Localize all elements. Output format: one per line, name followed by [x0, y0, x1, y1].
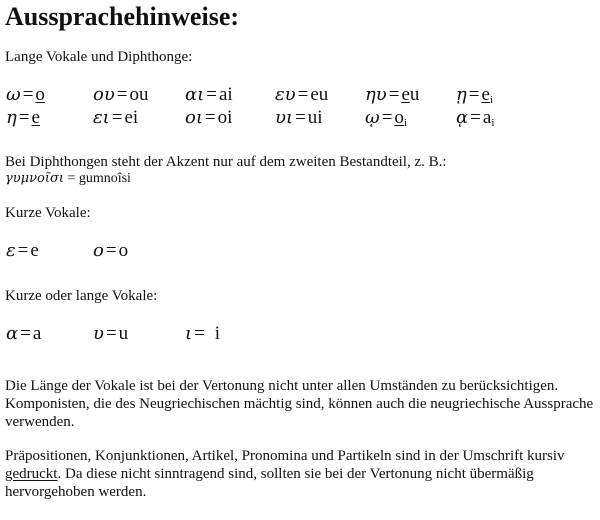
pair-eta-iota [456, 83, 493, 107]
greek-letter: η [6, 107, 17, 128]
greek-letter: υι [275, 107, 293, 128]
equals-sign: = [105, 240, 117, 261]
paragraph-text-start: Präpositionen, Konjunktionen, Artikel, Pronomina und Partikeln sind in der Umschrift kursiv [5, 448, 565, 464]
greek-letter: ηυ [365, 84, 387, 105]
accent-example [5, 171, 131, 187]
equals-sign: = [295, 107, 306, 128]
latin-transliteration: e [481, 84, 490, 105]
greek-letter: ῳ [365, 107, 380, 128]
pair-alpha [6, 322, 41, 346]
pair-omega [6, 83, 45, 107]
latin-transliteration: u [118, 323, 129, 344]
long-vowels-heading: Lange Vokale und Diphthonge: [5, 49, 193, 65]
subscript-i: i [403, 117, 407, 129]
either-vowels-heading: Kurze oder lange Vokale: [5, 288, 158, 304]
greek-letter: ω [6, 84, 21, 105]
latin-transliteration: ai [218, 84, 233, 105]
subscript-i: i [491, 117, 495, 129]
paragraph-vowel-length: Die Länge der Vokale ist bei der Vertonung nicht unter allen Umständen zu berücksichtigen. Komponisten, die des Neugriechischen mächtig sind, können auch die neugriechische Aussprache verwenden. [5, 378, 594, 430]
equals-sign: = [67, 171, 76, 186]
pair-alpha-iota [456, 106, 494, 130]
latin-transliteration: o [118, 240, 129, 261]
equals-sign: = [194, 323, 205, 344]
equals-sign: = [204, 107, 216, 128]
pair-omicron [93, 239, 128, 263]
equals-sign: = [18, 107, 30, 128]
greek-letter: ο [93, 240, 104, 261]
pair-eta [6, 106, 40, 130]
greek-letter: ε [6, 240, 16, 261]
latin-transliteration: eu [310, 84, 329, 105]
equals-sign: = [388, 84, 400, 105]
latin-transliteration: e [401, 84, 410, 105]
latin-transliteration: ei [124, 107, 139, 128]
latin-transliteration: ou [129, 84, 149, 105]
equals-sign: = [105, 323, 117, 344]
greek-letter: υ [93, 323, 104, 344]
paragraph-text-end: . Da diese nicht sinntragend sind, sollten sie bei der Vertonung nicht übermäßig hervorgehoben werden. [5, 466, 534, 500]
pair-omega-iota [365, 106, 407, 130]
latin-transliteration: o [35, 84, 45, 105]
pair-epsilon [6, 239, 39, 263]
latin-transliteration: o [394, 107, 404, 128]
pair-iota [185, 322, 220, 346]
equals-sign: = [17, 240, 29, 261]
underlined-word: gedruckt [5, 466, 58, 482]
latin-transliteration: oi [217, 107, 233, 128]
pair-eu [275, 83, 328, 107]
pair-ei [93, 106, 138, 130]
latin-transliteration-rest: u [409, 84, 420, 105]
pair-ou [93, 83, 149, 107]
equals-sign: = [468, 84, 480, 105]
pair-eta-u [365, 83, 419, 107]
pair-upsilon [93, 322, 128, 346]
latin-transliteration: a [32, 323, 42, 344]
latin-example: gumnoîsi [78, 171, 131, 186]
equals-sign: = [470, 107, 481, 128]
greek-letter: α [6, 323, 19, 344]
subscript-i: i [489, 94, 494, 106]
latin-transliteration: ui [307, 107, 323, 128]
page-title: Aussprachehinweise: [5, 2, 240, 31]
greek-letter: ου [93, 84, 115, 105]
latin-transliteration: e [30, 240, 39, 261]
pair-ui [275, 106, 323, 130]
greek-letter: ᾳ [456, 107, 469, 128]
equals-sign: = [20, 323, 31, 344]
equals-sign: = [111, 107, 123, 128]
accent-note: Bei Diphthongen steht der Akzent nur auf dem zweiten Bestandteil, z. B.: [5, 154, 447, 170]
paragraph-function-words [5, 447, 595, 501]
equals-sign: = [22, 84, 34, 105]
equals-sign: = [206, 84, 217, 105]
equals-sign: = [297, 84, 309, 105]
greek-letter: οι [185, 107, 203, 128]
latin-transliteration: i [214, 323, 221, 344]
greek-letter: αι [185, 84, 205, 105]
pair-oi [185, 106, 232, 130]
greek-letter: ει [93, 107, 110, 128]
latin-transliteration: e [31, 107, 40, 128]
equals-sign: = [116, 84, 128, 105]
greek-example: γυμνοῖσι [5, 171, 64, 186]
greek-letter: ευ [275, 84, 296, 105]
equals-sign: = [381, 107, 393, 128]
short-vowels-heading: Kurze Vokale: [5, 205, 91, 221]
greek-letter: ῃ [456, 84, 467, 105]
pair-ai [185, 83, 233, 107]
latin-transliteration: a [482, 107, 492, 128]
greek-letter: ι [185, 323, 193, 344]
